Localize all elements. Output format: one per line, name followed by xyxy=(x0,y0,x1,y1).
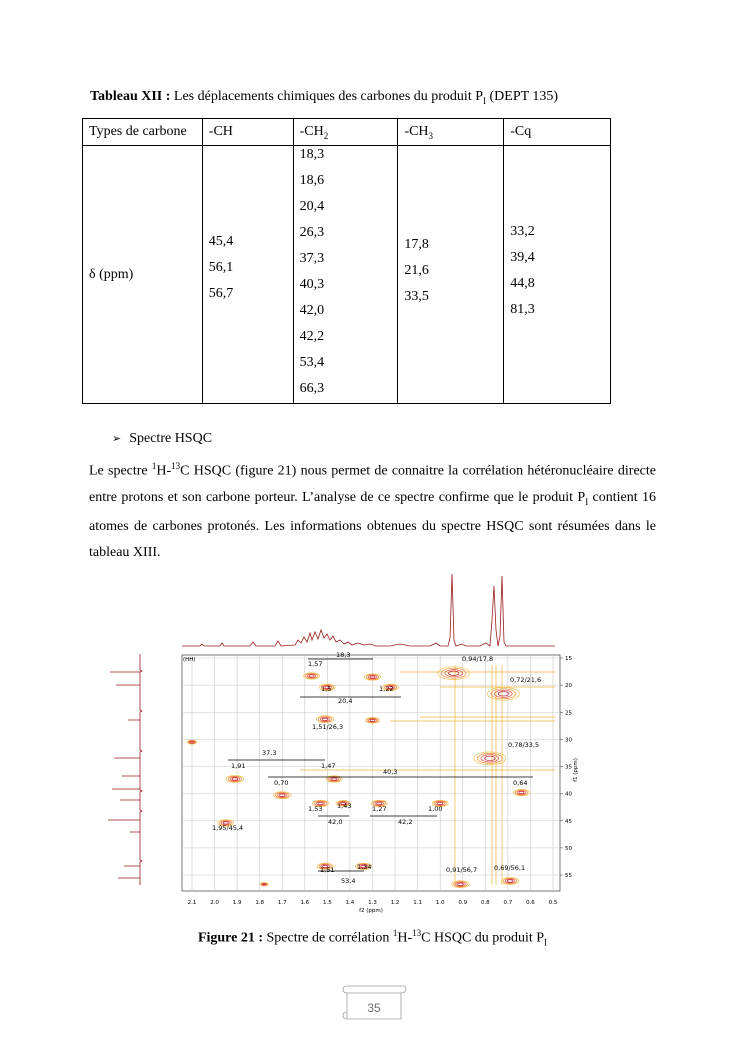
y-tick-label: 20 xyxy=(565,683,572,690)
cq-value: 33,2 xyxy=(510,224,535,239)
x-tick-label: 0.5 xyxy=(548,900,558,906)
annotation: 1,22 xyxy=(379,685,394,693)
table-body-row xyxy=(83,146,611,404)
annotation: 1,51 xyxy=(320,866,335,874)
page-number: 35 xyxy=(367,1001,381,1015)
body-paragraph: Le spectre $^1$H-$^{13}$C HSQC (figure 21) nous permet de connaitre la corrélation hétéronucléaire directe entre protons et son carbone porteur. L’analyse de ce spectre confirme que le produit $P_I$ contient 16 atomes de carbones protonés. Les informations obtenues du spectre HSQC sont résumées dans le tableau XIII. xyxy=(89,461,656,561)
x-tick-label: 1.6 xyxy=(300,900,310,906)
ch-value: 56,1 xyxy=(208,260,234,275)
y-tick-label: 55 xyxy=(565,873,572,879)
header-cq: -Cq xyxy=(504,119,611,146)
x-tick-label: 1.3 xyxy=(368,900,377,906)
annotation: 0,91/56,7 xyxy=(446,866,478,874)
annotation: 0,78/33,5 xyxy=(508,741,540,749)
corner-label: (HH) xyxy=(183,657,196,663)
arrow-bullet-icon: ➢ xyxy=(112,432,122,445)
annotation: 1,53 xyxy=(308,805,323,813)
ch3-value: 17,8 xyxy=(404,237,429,252)
x-tick-label: 0.6 xyxy=(526,900,535,906)
cq-value: 39,4 xyxy=(510,250,535,265)
figure-caption: Figure 21 : Spectre de corrélation $^1$H-$^{13}$C HSQC du produit $P_I$ xyxy=(197,928,548,948)
y-tick-label: 30 xyxy=(565,737,572,744)
ch3-value: 21,6 xyxy=(404,263,429,278)
x-tick-label: 2.1 xyxy=(187,900,197,906)
table-caption-sub: I xyxy=(483,95,486,106)
x-tick-label: 1.4 xyxy=(345,900,355,906)
ch2-value: 18,3 xyxy=(299,147,325,162)
cq-value: 44,8 xyxy=(510,276,535,291)
row-label: δ (ppm) xyxy=(83,146,203,404)
annotation: 18,3 xyxy=(336,651,351,659)
x-tick-label: 0.9 xyxy=(458,900,468,906)
x-tick-label: 1.1 xyxy=(413,900,422,906)
annotation: 0,69/56,1 xyxy=(494,864,526,872)
dept-table xyxy=(82,118,611,404)
x-tick-label: 1.7 xyxy=(277,900,287,906)
annotation: 1,5 xyxy=(321,685,332,693)
ch3-value: 33,5 xyxy=(404,289,429,304)
ch2-values xyxy=(293,146,398,404)
annotation: 0,94/17,8 xyxy=(462,655,494,663)
table-caption-suffix: (DEPT 135) xyxy=(486,89,559,104)
header-ch: -CH xyxy=(202,119,293,146)
annotation: 1,43 xyxy=(337,802,352,810)
ch2-value: 26,3 xyxy=(299,225,325,240)
annotation: 1,47 xyxy=(321,762,336,770)
ch2-value: 66,3 xyxy=(299,381,325,396)
ch2-value: 42,2 xyxy=(299,329,325,344)
annotation: 42,0 xyxy=(328,818,343,826)
annotation: 1,91 xyxy=(231,762,246,770)
header-types: Types de carbone xyxy=(83,119,203,146)
annotation: 37,3 xyxy=(262,749,277,757)
annotation: 1,95/45,4 xyxy=(212,824,244,832)
x-tick-label: 2.0 xyxy=(210,900,219,906)
header-ch3: $-CH_3$ xyxy=(398,119,504,146)
ch-value: 56,7 xyxy=(208,286,234,301)
ch2-value: 20,4 xyxy=(299,199,325,214)
carbon-projection-peaks xyxy=(108,672,140,878)
ch2-value: 42,0 xyxy=(299,303,325,318)
y-axis-ticks xyxy=(560,656,572,879)
y-tick-label: 50 xyxy=(565,845,572,852)
cq-values xyxy=(504,146,611,404)
x-tick-label: 0.8 xyxy=(480,900,490,906)
y-tick-label: 25 xyxy=(565,710,572,717)
ch2-value: 37,3 xyxy=(299,251,325,266)
annotation: 1,27 xyxy=(372,805,387,813)
ch2-value: 18,6 xyxy=(299,173,325,188)
annotation: 1,00 xyxy=(428,805,443,813)
ch-value: 45,4 xyxy=(208,234,234,249)
table-caption-text: Les déplacements chimiques des carbones du produit P xyxy=(170,89,483,104)
x-tick-label: 0.7 xyxy=(503,900,513,906)
annotation: 42,2 xyxy=(398,818,413,826)
table-caption-label: Tableau XII : xyxy=(90,89,171,104)
ch2-value: 40,3 xyxy=(299,277,325,292)
section-title: Spectre HSQC xyxy=(129,431,213,446)
y-tick-label: 15 xyxy=(565,656,572,662)
header-ch2: $-CH_2$ xyxy=(293,119,398,146)
carbon-projection-left xyxy=(140,654,142,885)
y-tick-label: 40 xyxy=(565,791,572,798)
x-tick-label: 1.5 xyxy=(323,900,332,906)
annotation: 53,4 xyxy=(341,877,356,885)
cq-value: 81,3 xyxy=(510,302,535,317)
annotation: 0,64 xyxy=(513,779,528,787)
table-caption xyxy=(90,89,558,106)
y-tick-label: 45 xyxy=(565,818,572,825)
x-tick-label: 1.9 xyxy=(232,900,242,906)
y-axis-label: f1 (ppm) xyxy=(573,758,579,782)
annotation: 1,57 xyxy=(308,660,323,668)
annotation: 1,51/26,3 xyxy=(312,723,344,731)
annotation: 0,70 xyxy=(274,779,289,787)
ch-values xyxy=(202,146,293,404)
annotation: 1,34 xyxy=(357,863,372,871)
annotation: 0,72/21,6 xyxy=(510,676,542,684)
ch3-values xyxy=(398,146,504,404)
x-tick-label: 1.0 xyxy=(435,900,445,906)
hsqc-spectrum xyxy=(100,570,580,918)
annotation: 40,3 xyxy=(383,768,398,776)
ch2-value: 53,4 xyxy=(299,355,325,370)
proton-projection-top xyxy=(182,574,555,646)
annotation: 20,4 xyxy=(338,697,353,705)
x-axis-ticks xyxy=(188,900,558,906)
y-tick-label: 35 xyxy=(565,764,572,771)
x-tick-label: 1.8 xyxy=(255,900,265,906)
hsqc-figure xyxy=(100,570,580,923)
section-heading xyxy=(112,431,212,447)
x-tick-label: 1.2 xyxy=(390,900,400,906)
x-axis-label: f2 (ppm) xyxy=(359,908,383,914)
